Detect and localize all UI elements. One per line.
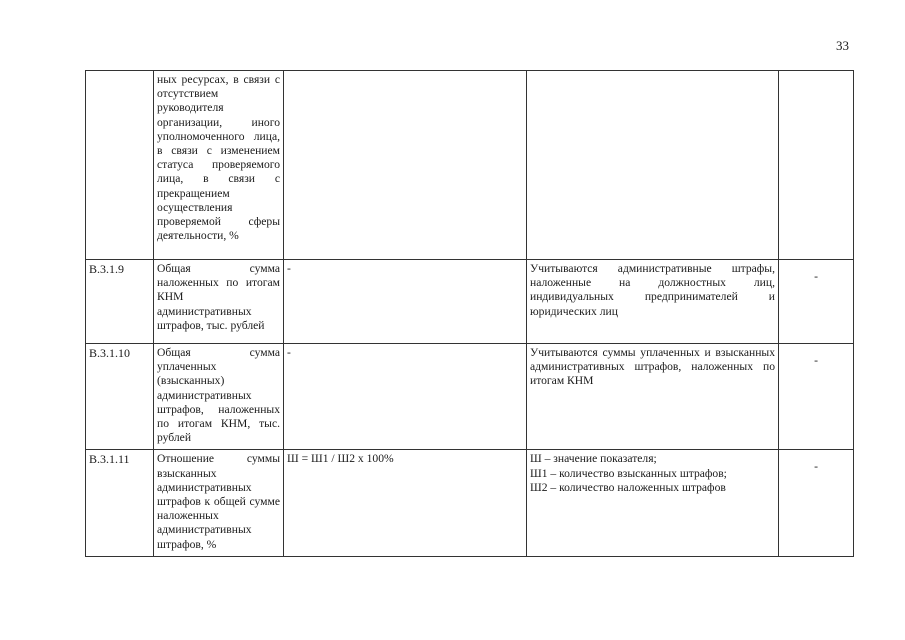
table-row [86,71,854,260]
page-number: 33 [836,38,849,53]
table-row [86,260,854,344]
indicator-note: - [779,344,854,450]
indicator-name: Отношение суммы взысканных административных штрафов к общей сумме наложенных административных штрафов, % [154,450,284,556]
indicator-code [86,71,154,260]
indicators-table [85,70,854,557]
comment-line: Ш2 – количество наложенных штрафов [530,480,726,494]
indicator-code: В.3.1.11 [86,450,154,556]
comment-line: Ш – значение показателя; [530,452,657,466]
indicator-code: В.3.1.10 [86,344,154,450]
indicator-name: ных ресурсах, в связи с отсутствием руководителя организации, иного уполномоченного лица, в связи с изменением статуса проверяемого лица, в связи с прекращением осуществления проверяемой сферы деятельности, % [154,71,284,260]
table-row [86,344,854,450]
indicator-formula [284,71,527,260]
indicator-note: - [779,260,854,344]
indicator-formula: - [284,344,527,450]
indicator-formula: - [284,260,527,344]
indicator-name: Общая сумма уплаченных (взысканных) административных штрафов, наложенных по итогам КНМ, тыс. рублей [154,344,284,450]
indicator-comment [527,71,779,260]
indicator-comment: Учитываются суммы уплаченных и взысканных административных штрафов, наложенных по итогам КНМ [527,344,779,450]
indicator-comment: Учитываются административные штрафы, наложенные на должностных лиц, индивидуальных предпринимателей и юридических лиц [527,260,779,344]
indicator-name: Общая сумма наложенных по итогам КНМ административных штрафов, тыс. рублей [154,260,284,344]
table-row [86,450,854,556]
indicator-comment [527,450,779,556]
indicator-note: - [779,450,854,556]
indicator-note [779,71,854,260]
indicator-code: В.3.1.9 [86,260,154,344]
indicator-formula: Ш = Ш1 / Ш2 х 100% [284,450,527,556]
comment-line: Ш1 – количество взысканных штрафов; [530,466,727,480]
